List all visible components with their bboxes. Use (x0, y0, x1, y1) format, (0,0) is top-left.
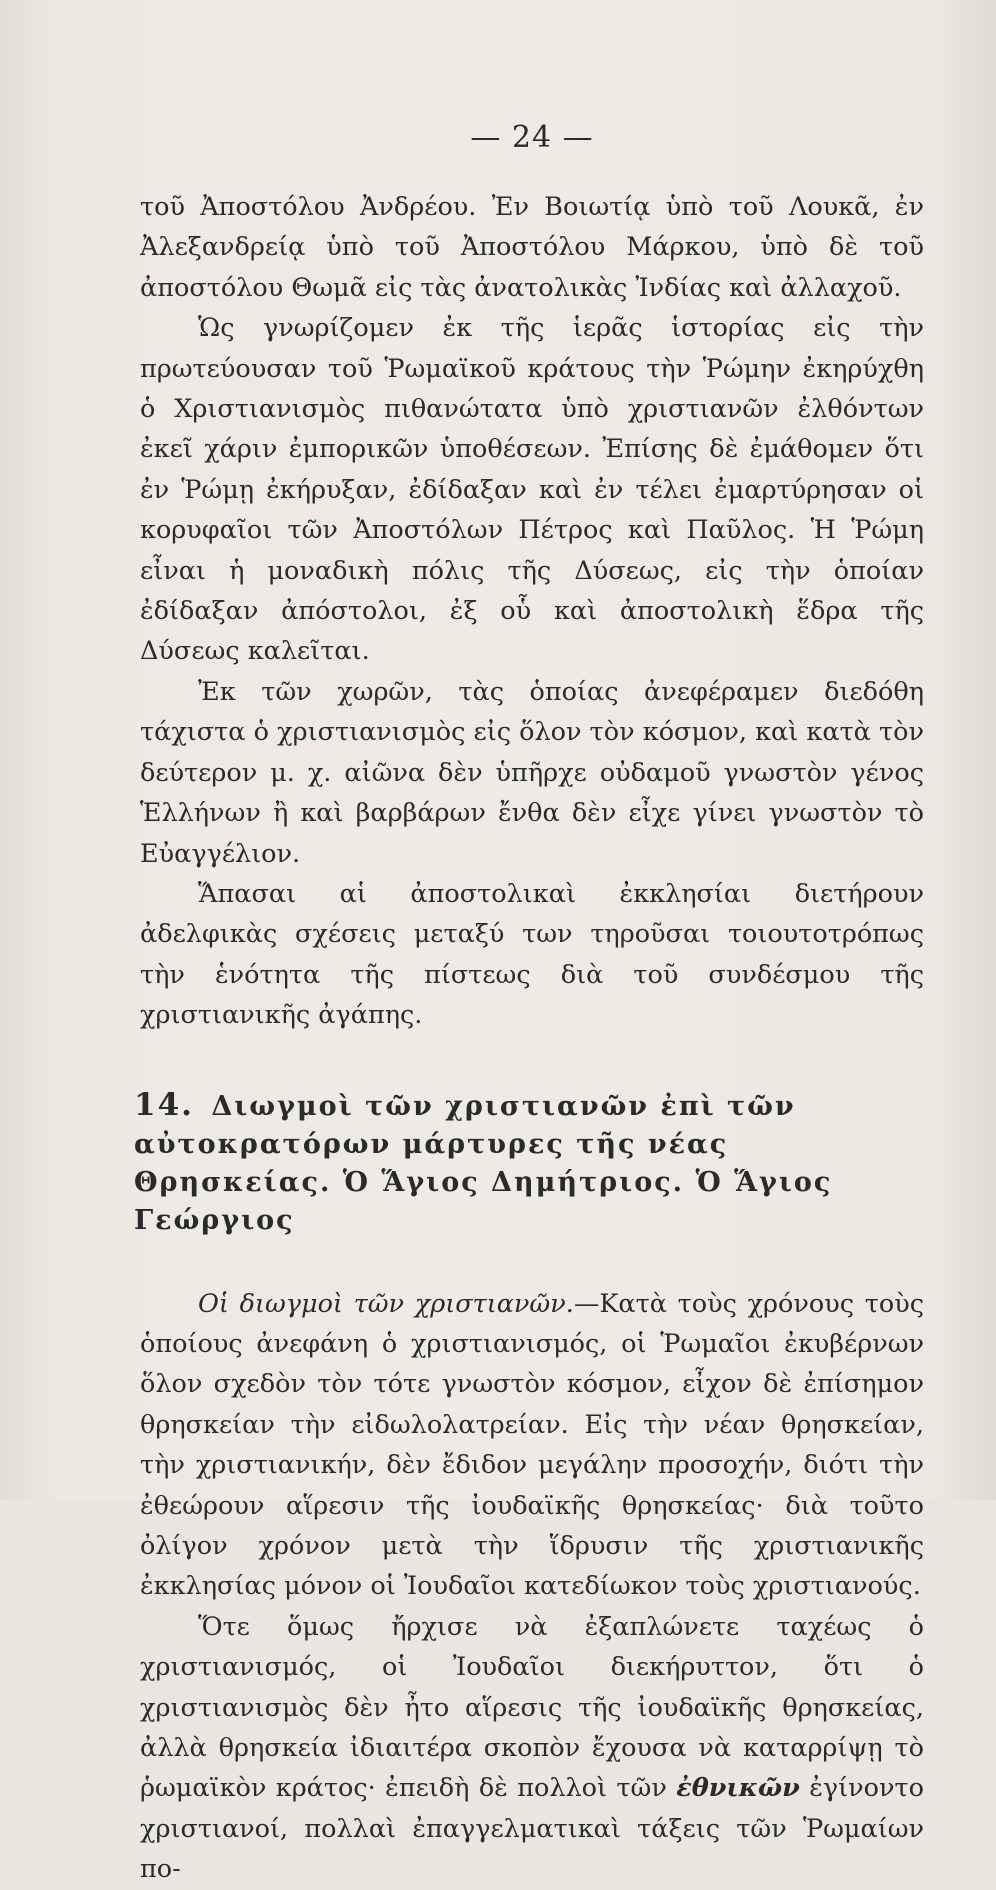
paragraph-rome: Ὡς γνωρίζομεν ἐκ τῆς ἱερᾶς ἱστορίας εἰς τὴν πρωτεύουσαν τοῦ Ῥωμαϊκοῦ κράτους τὴν Ῥώμην ἐκηρύχθη ὁ Χριστιανισμὸς πιθανώτατα ὑπὸ χριστιανῶν ἐλθόντων ἐκεῖ χάριν ἐμπορικῶν ὑποθέσεων. Ἐπίσης δὲ ἐμάθομεν ὅτι ἐν Ῥώμῃ ἐκήρυξαν, ἐδίδαξαν καὶ ἐν τέλει ἐμαρτύρησαν οἱ κορυφαῖοι τῶν Ἀποστόλων Πέτρος καὶ Παῦλος. Ἡ Ῥώμη εἶναι ἡ μοναδικὴ πόλις τῆς Δύσεως, εἰς τὴν ὁποίαν ἐδίδαξαν ἀπόστολοι, ἐξ οὗ καὶ ἀποστολικὴ ἕδρα τῆς Δύσεως καλεῖται. (140, 313, 924, 667)
section-number: 14. (134, 1086, 194, 1123)
paragraph-continuation: τοῦ Ἀποστόλου Ἀνδρέου. Ἐν Βοιωτίᾳ ὑπὸ τοῦ Λουκᾶ, ἐν Ἀλεξανδρείᾳ ὑπὸ τοῦ Ἀποστόλου Μάρκου, ὑπὸ δὲ τοῦ ἀποστόλου Θωμᾶ εἰς τὰς ἀνατολικὰς Ἰνδίας καὶ ἀλλαχοῦ. (140, 192, 924, 303)
paragraph-spread: Ἐκ τῶν χωρῶν, τὰς ὁποίας ἀνεφέραμεν διεδόθη τάχιστα ὁ χριστιανισμὸς εἰς ὅλον τὸν κόσμον, καὶ κατὰ τὸν δεύτερον μ. χ. αἰῶνα δὲν ὑπῆρχε οὐδαμοῦ γνωστὸν γένος Ἑλλήνων ἢ καὶ βαρβάρων ἔνθα δὲν εἶχε γίνει γνωστὸν τὸ Εὐαγγέλιον. (140, 676, 924, 869)
paragraph-last-after: ἐγίνοντο χριστιανοί, πολλαὶ ἐπαγγελματικαὶ τάξεις τῶν Ῥωμαίων πο- (140, 1773, 924, 1885)
paragraph-unity: Ἅπασαι αἱ ἀποστολικαὶ ἐκκλησίαι διετήρουν ἀδελφικὰς σχέσεις μεταξύ των τηροῦσαι τοιουτοτρόπως τὴν ἑνότητα τῆς πίστεως διὰ τοῦ συνδέσμου τῆς χριστιανικῆς ἀγάπης. (140, 878, 924, 1031)
paragraph-spread-christianity (140, 1607, 924, 1890)
paragraph-persecutions (140, 1284, 924, 1607)
section-title: Διωγμοὶ τῶν χριστιανῶν ἐπὶ τῶν αὐτοκρατόρων μάρτυρες τῆς νέας Θρησκείας. Ὁ Ἅγιος Δημήτριος. Ὁ Ἅγιος Γεώργιος (134, 1090, 833, 1236)
section-heading (134, 1086, 924, 1240)
paragraph-persecutions-text: —Κατὰ τοὺς χρόνους τοὺς ὁποίους ἀνεφάνη ὁ χριστιανισμός, οἱ Ῥωμαῖοι ἐκυβέρνων ὅλον σχεδὸν τὸν τότε γνωστὸν κόσμον, εἶχον δὲ ἐπίσημον θρησκείαν τὴν εἰδωλολατρείαν. Εἰς τὴν νέαν θρησκείαν, τὴν χριστιανικήν, δὲν ἔδιδον μεγάλην προσοχήν, διότι τὴν ἐθεώρουν αἵρεσιν τῆς ἰουδαϊκῆς θρησκείας· διὰ τοῦτο ὀλίγον χρόνον μετὰ τὴν ἵδρυσιν τῆς χριστιανικῆς ἐκκλησίας μόνον οἱ Ἰουδαῖοι κατεδίωκον τοὺς χριστιανούς. (140, 1288, 924, 1602)
page-number: — 24 — (470, 120, 594, 155)
emphasis-word: ἐθνικῶν (676, 1773, 800, 1804)
paragraph-last-before: Ὅτε ὅμως ἤρχισε νὰ ἐξαπλώνετε ταχέως ὁ χριστιανισμός, οἱ Ἰουδαῖοι διεκήρυττον, ὅτι ὁ χριστιανισμὸς δὲν ἦτο αἵρεσις τῆς ἰουδαϊκῆς θρησκείας, ἀλλὰ θρησκεία ἰδιαιτέρα σκοπὸν ἔχουσα νὰ καταρρίψῃ τὸ ῥωμαϊκὸν κράτος· ἐπειδὴ δὲ πολλοὶ τῶν (140, 1611, 924, 1804)
body-text (134, 187, 924, 1890)
paragraph-subheading: Οἱ διωγμοὶ τῶν χριστιανῶν. (198, 1288, 574, 1319)
